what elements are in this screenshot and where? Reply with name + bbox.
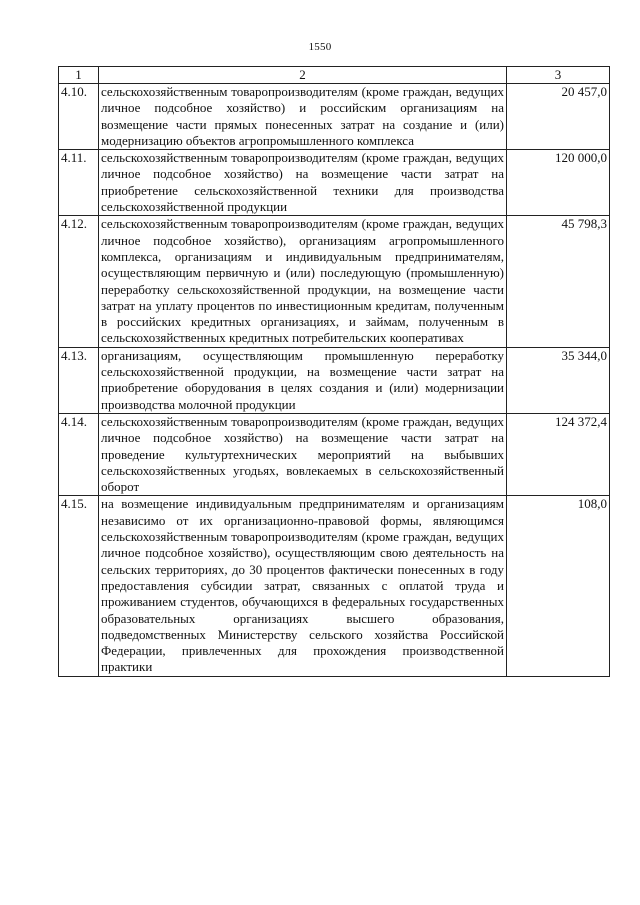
row-amount: 45 798,3 <box>507 216 610 347</box>
table-row <box>59 413 610 495</box>
row-description: сельскохозяйственным товаропроизводителям (кроме граждан, ведущих личное подсобное хозяйство), организациям агропромышленного комплекса, организациям и индивидуальным предпринимателям, осуществляющим первичную и (или) последующую (промышленную) переработку сельскохозяйственной продукции, на возмещение части затрат на уплату процентов по инвестиционным кредитам, полученным в российских кредитных организациях, и займам, полученным в сельскохозяйственных кредитных потребительских кооперативах <box>99 216 507 347</box>
table-row <box>59 150 610 216</box>
row-number: 4.13. <box>59 347 99 413</box>
row-description: сельскохозяйственным товаропроизводителям (кроме граждан, ведущих личное подсобное хозяйство) на возмещение части затрат на приобретение сельскохозяйственной техники для производства сельскохозяйственной продукции <box>99 150 507 216</box>
table-header-row <box>59 67 610 84</box>
row-amount: 120 000,0 <box>507 150 610 216</box>
table-row <box>59 84 610 150</box>
row-amount: 20 457,0 <box>507 84 610 150</box>
row-description: организациям, осуществляющим промышленную переработку сельскохозяйственной продукции, на возмещение части затрат на приобретение оборудования в целях создания и (или) модернизации производства молочной продукции <box>99 347 507 413</box>
row-amount: 35 344,0 <box>507 347 610 413</box>
row-number: 4.12. <box>59 216 99 347</box>
page-number: 1550 <box>308 41 332 53</box>
table-row <box>59 216 610 347</box>
column-header-1: 1 <box>59 67 99 84</box>
table-row <box>59 347 610 413</box>
column-header-3: 3 <box>507 67 610 84</box>
column-header-2: 2 <box>99 67 507 84</box>
row-description: сельскохозяйственным товаропроизводителям (кроме граждан, ведущих личное подсобное хозяйство) и российским организациям на возмещение части прямых понесенных затрат на создание и (или) модернизацию объектов агропромышленного комплекса <box>99 84 507 150</box>
row-description: на возмещение индивидуальным предпринимателям и организациям независимо от их организационно-правовой формы, являющимся сельскохозяйственным товаропроизводителям (кроме граждан, ведущих личное подсобное хозяйство), осуществляющим свою деятельность на сельских территориях, до 30 процентов фактически понесенных в году предоставления субсидии затрат, связанных с оплатой труда и проживанием студентов, обучающихся в федеральных государственных образовательных организациях высшего образования, подведомственных Министерству сельского хозяйства Российской Федерации, привлеченных для прохождения производственной практики <box>99 496 507 676</box>
row-description: сельскохозяйственным товаропроизводителям (кроме граждан, ведущих личное подсобное хозяйство) на возмещение части затрат на проведение культуртехнических мероприятий на выбывших сельскохозяйственных угодьях, вовлекаемых в сельскохозяйственный оборот <box>99 413 507 495</box>
subsidy-table <box>58 66 610 677</box>
row-number: 4.11. <box>59 150 99 216</box>
row-number: 4.14. <box>59 413 99 495</box>
table-row <box>59 496 610 676</box>
row-number: 4.10. <box>59 84 99 150</box>
row-amount: 108,0 <box>507 496 610 676</box>
row-number: 4.15. <box>59 496 99 676</box>
row-amount: 124 372,4 <box>507 413 610 495</box>
